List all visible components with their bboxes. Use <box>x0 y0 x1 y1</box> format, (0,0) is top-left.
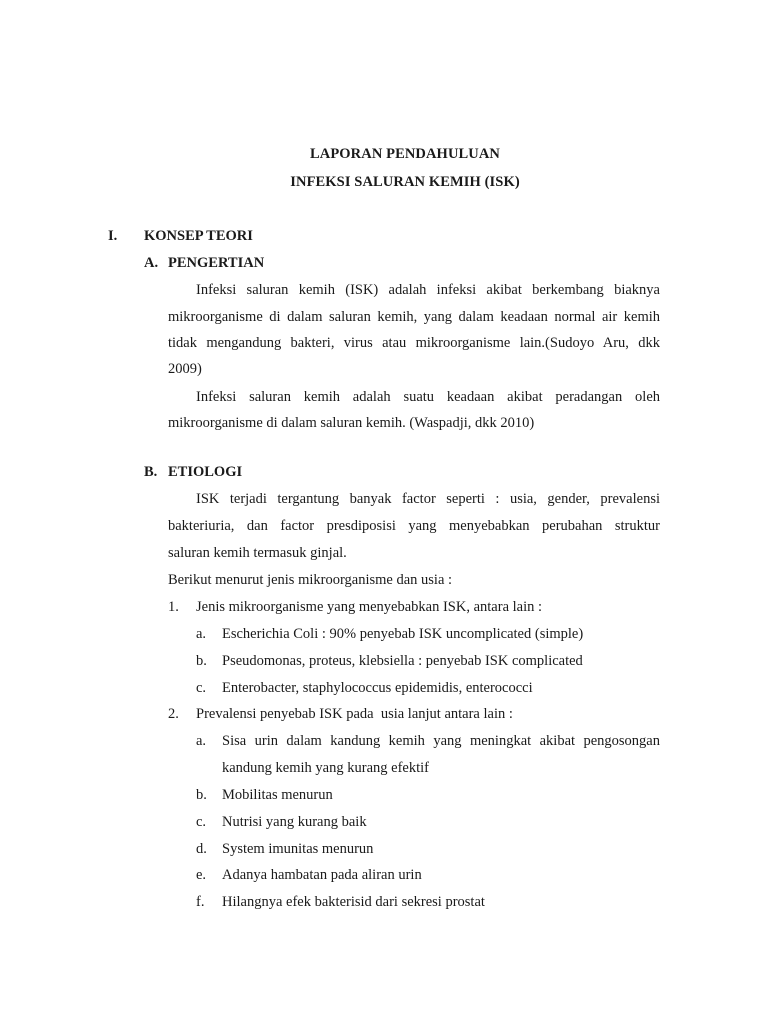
list-item: Escherichia Coli : 90% penyebab ISK uncomplicated (simple) <box>222 626 584 642</box>
list-letter: d. <box>196 841 207 857</box>
section-heading: KONSEP TEORI <box>144 228 253 244</box>
list-item: Jenis mikroorganisme yang menyebabkan ISK, antara lain : <box>196 599 543 615</box>
list-item: Pseudomonas, proteus, klebsiella : penyebab ISK complicated <box>222 653 583 669</box>
subsection-marker: B. <box>144 464 158 480</box>
paragraph-line: ISK terjadi tergantung banyak factor seperti : usia, gender, prevalensi <box>196 491 660 507</box>
list-item: System imunitas menurun <box>222 841 374 857</box>
section-numeral: I. <box>108 228 118 244</box>
list-item: Adanya hambatan pada aliran urin <box>222 867 422 883</box>
list-item: Sisa urin dalam kandung kemih yang meningkat akibat pengosongan <box>222 733 660 749</box>
list-number: 1. <box>168 599 179 615</box>
paragraph-line: Infeksi saluran kemih adalah suatu keadaan akibat peradangan oleh <box>196 389 660 405</box>
paragraph-line: Infeksi saluran kemih (ISK) adalah infeksi akibat berkembang biaknya <box>196 282 660 298</box>
paragraph-line: tidak mengandung bakteri, virus atau mikroorganisme lain.(Sudoyo Aru, dkk <box>168 335 660 351</box>
paragraph-line: 2009) <box>168 361 202 377</box>
list-letter: c. <box>196 814 207 830</box>
list-letter: b. <box>196 653 207 669</box>
list-letter: a. <box>196 626 207 642</box>
list-item: Enterobacter, staphylococcus epidemidis, enterococci <box>222 680 533 696</box>
list-item: Prevalensi penyebab ISK pada usia lanjut antara lain : <box>196 706 513 722</box>
list-letter: a. <box>196 733 207 749</box>
document-title: LAPORAN PENDAHULUAN <box>310 146 500 162</box>
list-item-continuation: kandung kemih yang kurang efektif <box>222 760 429 776</box>
subsection-marker: A. <box>144 255 159 271</box>
list-letter: e. <box>196 867 207 883</box>
list-letter: b. <box>196 787 207 803</box>
paragraph-line: mikroorganisme di dalam saluran kemih. (Waspadji, dkk 2010) <box>168 415 535 431</box>
list-letter: c. <box>196 680 207 696</box>
subsection-heading: ETIOLOGI <box>168 464 243 480</box>
list-number: 2. <box>168 706 179 722</box>
paragraph-line: bakteriuria, dan factor presdiposisi yang menyebabkan perubahan struktur <box>168 518 660 534</box>
list-item: Nutrisi yang kurang baik <box>222 814 367 830</box>
paragraph-line: mikroorganisme di dalam saluran kemih, yang dalam keadaan normal air kemih <box>168 309 660 325</box>
list-item: Hilangnya efek bakterisid dari sekresi prostat <box>222 894 485 910</box>
paragraph-line: saluran kemih termasuk ginjal. <box>168 545 347 561</box>
list-letter: f. <box>196 894 205 910</box>
subsection-heading: PENGERTIAN <box>168 255 265 271</box>
list-item: Mobilitas menurun <box>222 787 333 803</box>
paragraph-line: Berikut menurut jenis mikroorganisme dan usia : <box>168 572 453 588</box>
document-subtitle: INFEKSI SALURAN KEMIH (ISK) <box>290 174 520 190</box>
